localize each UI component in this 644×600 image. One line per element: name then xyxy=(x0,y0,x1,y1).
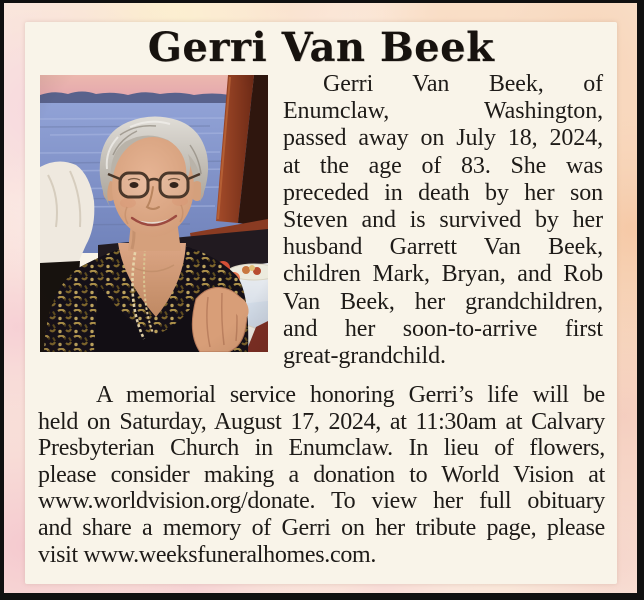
text-line: passed away on July 18, 2024, xyxy=(283,125,603,152)
text-line: Enumclaw, Washington, xyxy=(283,98,603,125)
text-line: Van Beek, her grandchildren, xyxy=(283,288,603,315)
text-line: husband Garrett Van Beek, xyxy=(283,234,603,261)
text-line: children Mark, Bryan, and Rob xyxy=(283,261,603,288)
text-line: at the age of 83. She was xyxy=(283,152,603,179)
text-line: A memorial service honoring Gerri’s life will be xyxy=(96,382,605,408)
obituary-paragraph-2 xyxy=(38,382,605,568)
text-line: please consider making a donation to World Vision at xyxy=(38,461,605,488)
text-line: and her soon-to-arrive first xyxy=(283,315,603,342)
text-line: great-grandchild. xyxy=(283,343,446,370)
obituary-paragraph-1 xyxy=(283,71,603,370)
text-line: Presbyterian Church in Enumclaw. In lieu of flowers, xyxy=(38,435,605,462)
text-line: Gerri Van Beek, of xyxy=(323,71,603,97)
photo-vignette xyxy=(40,75,268,352)
text-line: preceded in death by her son xyxy=(283,179,603,206)
page-title: Gerri Van Beek xyxy=(147,24,495,71)
text-line: www.worldvision.org/donate. To view her full obituary xyxy=(38,488,605,515)
text-line: held on Saturday, August 17, 2024, at 11:30am at Calvary xyxy=(38,408,605,435)
text-line: visit www.weeksfuneralhomes.com. xyxy=(38,541,377,568)
notice-panel xyxy=(25,22,617,584)
text-line: and share a memory of Gerri on her tribute page, please xyxy=(38,514,605,541)
text-line: Steven and is survived by her xyxy=(283,207,603,234)
portrait-photo xyxy=(40,75,268,352)
